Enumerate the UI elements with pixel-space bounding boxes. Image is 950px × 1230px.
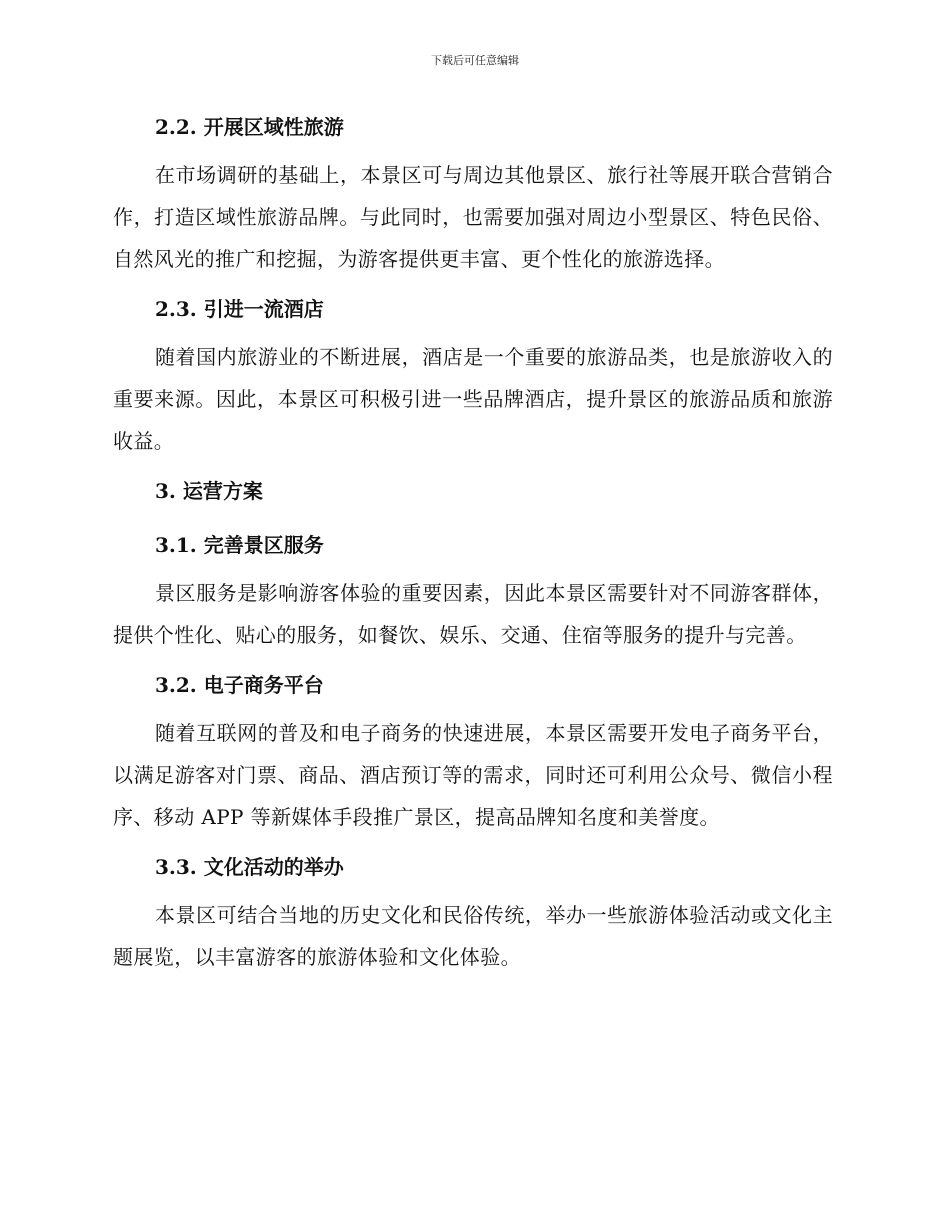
section-paragraph-2-3: 随着国内旅游业的不断进展，酒店是一个重要的旅游品类，也是旅游收入的重要来源。因此，本景区可积极引进一些品牌酒店，提升景区的旅游品质和旅游收益。 (113, 345, 833, 453)
page-header: 下载后可任意编辑 (431, 54, 519, 67)
document-body (113, 112, 833, 978)
section-heading-3-1: 3.1. 完善景区服务 (155, 533, 324, 557)
section-heading-3: 3. 运营方案 (155, 479, 263, 503)
section-paragraph-3-1: 景区服务是影响游客体验的重要因素，因此本景区需要针对不同游客群体，提供个性化、贴心的服务，如餐饮、娱乐、交通、住宿等服务的提升与完善。 (113, 581, 833, 647)
section-paragraph-3-3: 本景区可结合当地的历史文化和民俗传统，举办一些旅游体验活动或文化主题展览，以丰富游客的旅游体验和文化体验。 (113, 903, 833, 969)
section-heading-2-3: 2.3. 引进一流酒店 (155, 297, 324, 321)
section-heading-3-3: 3.3. 文化活动的举办 (155, 855, 344, 879)
section-heading-2-2: 2.2. 开展区域性旅游 (155, 115, 344, 139)
section-paragraph-3-2: 随着互联网的普及和电子商务的快速进展，本景区需要开发电子商务平台，以满足游客对门票、商品、酒店预订等的需求，同时还可利用公众号、微信小程序、移动 APP 等新媒体手段推广景区，提高品牌知名度和美誉度。 (113, 721, 833, 829)
section-heading-3-2: 3.2. 电子商务平台 (155, 673, 324, 697)
section-paragraph-2-2: 在市场调研的基础上，本景区可与周边其他景区、旅行社等展开联合营销合作，打造区域性旅游品牌。与此同时，也需要加强对周边小型景区、特色民俗、自然风光的推广和挖掘，为游客提供更丰富、更个性化的旅游选择。 (113, 163, 833, 271)
